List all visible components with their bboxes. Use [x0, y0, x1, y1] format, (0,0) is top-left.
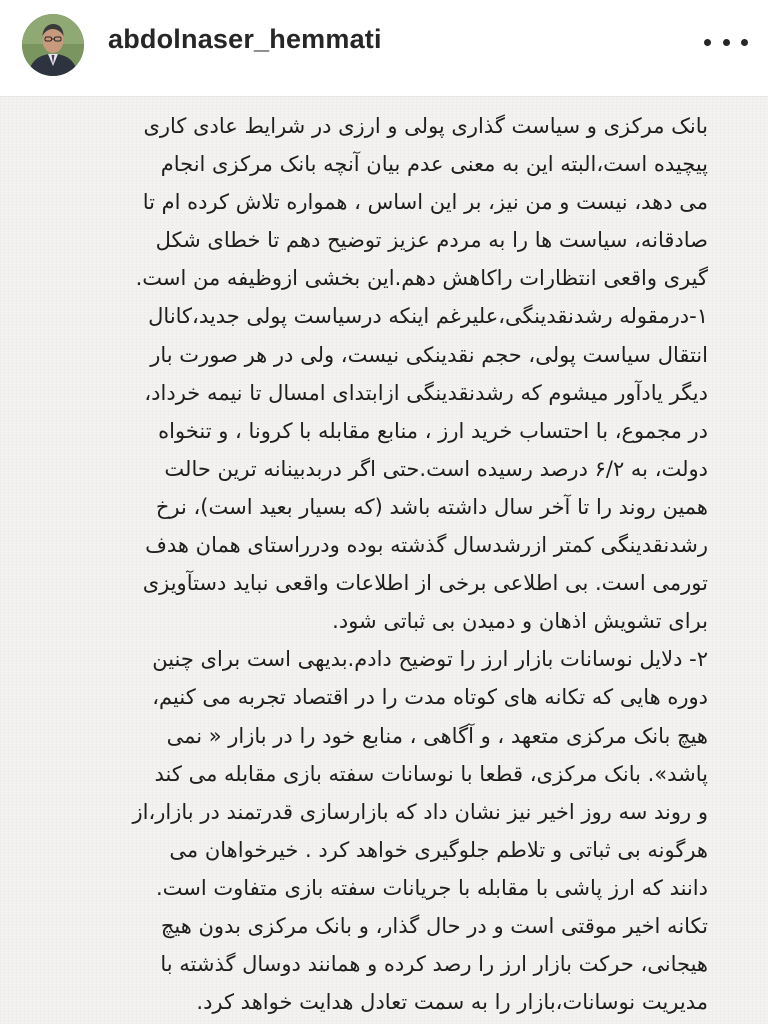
more-options-icon-dot	[741, 39, 748, 46]
text-line: صادقانه، سیاست ها را به مردم عزیز توضیح دهم تا خطای شکل	[155, 228, 708, 253]
username[interactable]: abdolnaser_hemmati	[108, 24, 382, 54]
text-line: دیگر یادآور میشوم که رشدنقدینگی ازابتدای امسال تا نیمه خرداد،	[144, 380, 708, 405]
text-line: هیچ بانک مرکزی متعهد ، و آگاهی ، منابع خود را در بازار « نمی	[166, 723, 708, 748]
text-line: دولت، به ۶/۲ درصد رسیده است.حتی اگر دربدبینانه ترین حالت	[164, 456, 708, 481]
more-options-button[interactable]	[704, 30, 748, 54]
text-line: و روند سه روز اخیر نیز نشان داد که بازارسازی قدرتمند در بازار،از	[132, 799, 708, 824]
text-line: دوره هایی که تکانه های کوتاه مدت را در اقتصاد تجربه می کنیم،	[152, 685, 708, 710]
post-image	[0, 97, 768, 1024]
text-line: همین روند را تا آخر سال داشته باشد (که بسیار بعید است)، نرخ	[155, 494, 708, 519]
text-line: انتقال سیاست پولی، حجم نقدینکی نیست، ولی در هر صورت بار	[150, 342, 708, 367]
text-line: هیجانی، حرکت بازار ارز را رصد کرده و همانند دوسال گذشته با	[160, 952, 708, 977]
profile-photo-icon	[22, 14, 84, 76]
text-line: مدیریت نوسانات،بازار را به سمت تعادل هدایت خواهد کرد.	[196, 990, 708, 1015]
text-line: تورمی است. بی اطلاعی برخی از اطلاعات واقعی نباید دستآویزی	[142, 571, 708, 596]
post-header	[0, 0, 768, 97]
text-line: بانک مرکزی و سیاست گذاری پولی و ارزی در شرایط عادی کاری	[143, 114, 708, 138]
post-text	[62, 107, 708, 1021]
text-line: ۲- دلایل نوسانات بازار ارز را توضیح دادم.بدیهی است برای چنین	[152, 647, 708, 672]
text-line: گیری واقعی انتظارات راکاهش دهم.این بخشی ازوظیفه من است.	[135, 266, 708, 291]
text-line: تکانه اخیر موقتی است و در حال گذار، و بانک مرکزی بدون هیچ	[160, 913, 708, 938]
text-line: هرگونه بی ثباتی و تلاطم جلوگیری خواهد کرد . خیرخواهان می	[169, 837, 708, 862]
text-line: رشدنقدینگی کمتر ازرشدسال گذشته بوده ودرراستای همان هدف	[145, 533, 708, 558]
text-line: می دهد، نیست و من نیز، بر این اساس ، همواره تلاش کرده ام تا	[142, 190, 708, 215]
more-options-icon	[704, 39, 711, 46]
text-line: دانند که ارز پاشی با مقابله با جریانات سفته بازی متفاوت است.	[155, 875, 708, 900]
text-line: برای تشویش اذهان و دمیدن بی ثباتی شود.	[332, 609, 708, 634]
text-line: در مجموع، با احتساب خرید ارز ، منابع مقابله با کرونا ، و تنخواه	[158, 418, 708, 443]
text-line: ۱-درمقوله رشدنقدینگی،علیرغم اینکه درسیاست پولی جدید،کانال	[148, 304, 708, 329]
avatar[interactable]	[22, 14, 84, 76]
more-options-icon-dot	[723, 39, 730, 46]
text-line: پاشد». بانک مرکزی، قطعا با نوسانات سفته بازی مقابله می کند	[154, 761, 708, 786]
text-line: پیچیده است،البته این به معنی عدم بیان آنچه بانک مرکزی انجام	[160, 152, 708, 177]
